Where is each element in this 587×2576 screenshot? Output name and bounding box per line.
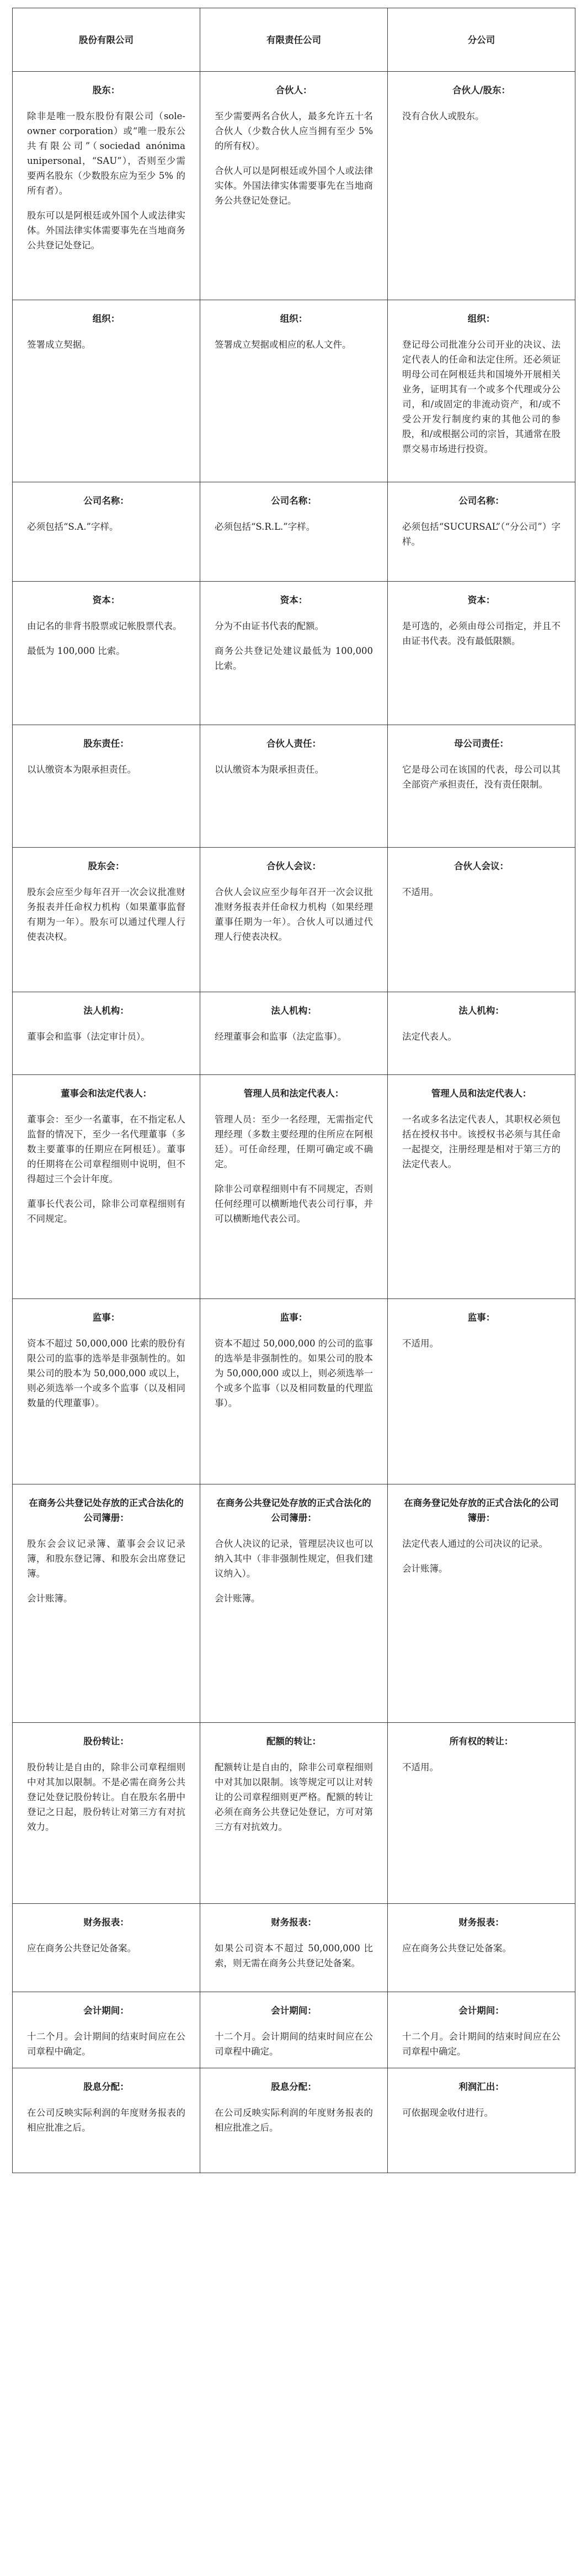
cell-paragraph: 它是母公司在该国的代表，母公司以其全部资产承担责任，没有责任限制。 [402,764,561,790]
table-cell [200,1904,388,1992]
cell-paragraph: 如果公司资本不超过 50,000,000 比索，则无需在商务公共登记处备案。 [215,1943,373,1968]
cell-paragraph: 登记母公司批准分公司开业的决议、法定代表人的任命和法定住所。还必须证明母公司在阿根廷共和国境外开展相关业务，证明其有一个或多个代理或分公司，和/或固定的非流动资产，和/或不受公开发行制度约束的其他公司的参股，和/或根据公司的宗旨，其通常在股票交易市场进行投资。 [402,339,561,454]
table-cell [200,1299,388,1484]
cell-heading: 在商务公共登记处存放的正式合法化的公司簿册： [216,1498,371,1523]
table-cell [200,582,388,725]
cell-paragraph: 以认缴资本为限承担责任。 [215,764,324,775]
cell-heading: 公司名称： [458,496,504,506]
table-cell [200,1992,388,2068]
table-cell [200,725,388,848]
cell-heading: 组织： [467,313,495,324]
table-cell [13,582,200,725]
cell-paragraph: 十二个月。会计期间的结束时间应在公司章程中确定。 [215,2031,373,2057]
cell-paragraph: 法定代表人。 [402,1031,457,1042]
table-cell [388,1723,575,1904]
cell-paragraph: 以认缴资本为限承担责任。 [27,764,136,775]
cell-paragraph: 十二个月。会计期间的结束时间应在公司章程中确定。 [402,2031,561,2057]
table-cell [13,300,200,482]
cell-paragraph: 股东可以是阿根廷或外国个人或法律实体。外国法律实体需要事先在当地商务公共登记处登记。 [27,210,185,251]
cell-paragraph: 应在商务公共登记处备案。 [27,1943,136,1954]
cell-paragraph: 应在商务公共登记处备案。 [402,1943,511,1954]
cell-heading: 法人机构： [458,1005,504,1016]
table-cell [13,1299,200,1484]
table-cell [388,300,575,482]
comparison-body [13,72,575,2173]
table-cell [13,2068,200,2173]
table-cell [13,1723,200,1904]
cell-heading: 股东： [92,85,120,95]
cell-paragraph: 配额转让是自由的，除非公司章程细则中对其加以限制。该等规定可以让对转让的公司章程细则更严格。配额的转让必须在商务公共登记处登记，方可对第三方有对抗效力。 [215,1762,373,1832]
cell-paragraph: 资本不超过 50,000,000 的公司的监事的选举是非强制性的。如果公司的股本为 50,000,000 或以上，则必须选举一个或多个监事（以及相同数量的代理监事）。 [215,1338,373,1408]
cell-heading: 合伙人： [275,85,312,95]
cell-paragraph: 会计账簿。 [27,1593,73,1604]
cell-heading: 资本： [280,595,308,605]
cell-heading: 母公司责任： [454,738,509,749]
table-cell [200,992,388,1075]
table-row [13,725,575,848]
table-cell [200,1075,388,1299]
cell-heading: 在商务公共登记处存放的正式合法化的公司簿册： [29,1498,184,1523]
table-row [13,1075,575,1299]
cell-heading: 监事： [467,1312,495,1323]
cell-paragraph: 不适用。 [402,1338,439,1349]
cell-heading: 组织： [280,313,308,324]
cell-heading: 资本： [92,595,120,605]
table-row [13,1299,575,1484]
header-branch: 分公司 [388,8,575,72]
cell-heading: 法人机构： [83,1005,129,1016]
cell-heading: 董事会和法定代表人： [61,1088,152,1099]
cell-paragraph: 十二个月。会计期间的结束时间应在公司章程中确定。 [27,2031,185,2057]
table-row [13,992,575,1075]
cell-heading: 会计期间： [83,2005,129,2016]
cell-heading: 管理人员和法定代表人： [431,1088,532,1099]
cell-heading: 监事： [92,1312,120,1323]
cell-heading: 财务报表： [83,1917,129,1928]
cell-heading: 利润汇出： [458,2082,504,2092]
cell-paragraph: 合伙人可以是阿根廷或外国个人或法律实体。外国法律实体需要事先在当地商务公共登记处登记。 [215,166,373,206]
cell-heading: 合伙人会议： [454,861,509,871]
cell-paragraph: 签署成立契据或相应的私人文件。 [215,339,351,350]
cell-paragraph: 不适用。 [402,1762,439,1773]
table-cell [200,1484,388,1723]
cell-paragraph: 不适用。 [402,887,439,897]
table-row [13,582,575,725]
table-row [13,1484,575,1723]
table-cell [13,725,200,848]
table-cell [13,1075,200,1299]
cell-heading: 组织： [92,313,120,324]
cell-paragraph: 合伙人决议的记录，管理层决议也可以纳入其中（非非强制性规定，但我们建议纳入）。 [215,1539,373,1579]
cell-heading: 资本： [467,595,495,605]
cell-heading: 合伙人/股东： [452,85,511,95]
cell-heading: 配额的转让： [266,1736,321,1747]
table-row [13,2068,575,2173]
cell-paragraph: 除非公司章程细则中有不同规定，否则任何经理可以横断地代表公司行事，并可以横断地代表公司。 [215,1184,373,1224]
cell-paragraph: 会计账簿。 [402,1563,448,1574]
table-cell [388,2068,575,2173]
cell-paragraph: 法定代表人通过的公司决议的记录。 [402,1539,548,1549]
cell-heading: 财务报表： [458,1917,504,1928]
table-cell [200,482,388,582]
table-cell [200,2068,388,2173]
cell-paragraph: 合伙人会议应至少每年召开一次会议批准财务报表并任命权力机构（如果经理董事任期为一年）。合伙人可以通过代理人行使表决权。 [215,887,373,942]
cell-heading: 监事： [280,1312,308,1323]
cell-paragraph: 董事会和监事（法定审计员）。 [27,1031,150,1042]
table-cell [200,1723,388,1904]
cell-paragraph: 分为不由证书代表的配额。 [215,621,324,631]
comparison-table [12,8,575,2173]
cell-paragraph: 股东会应至少每年召开一次会议批准财务报表并任命权力机构（如果董事监督有期为一年）。股东可以通过代理人行使表决权。 [27,887,185,942]
table-cell [388,482,575,582]
cell-paragraph: 必须包括“S.A.”字样。 [27,521,119,532]
cell-paragraph: 资本不超过 50,000,000 比索的股份有限公司的监事的选举是非强制性的。如果公司的股本为 50,000,000 或以上，则必须选举一个或多个监事（以及相同数量的代理董事）。 [27,1338,185,1408]
cell-paragraph: 在公司反映实际利润的年度财务报表的相应批准之后。 [27,2107,185,2133]
table-cell [388,1075,575,1299]
table-cell [13,72,200,300]
cell-heading: 会计期间： [458,2005,504,2016]
cell-paragraph: 董事长代表公司，除非公司章程细则有不同规定。 [27,1199,185,1224]
table-cell [388,992,575,1075]
cell-paragraph: 在公司反映实际利润的年度财务报表的相应批准之后。 [215,2107,373,2133]
cell-paragraph: 管理人员：至少一名经理，无需指定代理经理（多数主要经理的住所应在阿根廷）。可任命经理，任期可确定或不确定。 [215,1114,373,1169]
table-cell [388,72,575,300]
cell-heading: 股份转让： [83,1736,129,1747]
cell-heading: 管理人员和法定代表人： [243,1088,344,1099]
cell-paragraph: 经理董事会和监事（法定监事）。 [215,1031,347,1042]
table-cell [13,992,200,1075]
table-cell [388,848,575,992]
table-cell [200,300,388,482]
cell-paragraph: 除非是唯一股东股份有限公司（sole-owner corporation）或“唯一股东公共有限公司”（sociedad anónima unipersonal，“SAU”），否则至少需要两名股东（少数股东应为至少 5% 的所有者）。 [27,111,185,196]
cell-paragraph: 一名或多名法定代表人，其职权必须包括在授权书中。该授权书必须与其任命一起提交，注册经理是相对于第三方的法定代表人。 [402,1114,561,1169]
table-cell [388,1904,575,1992]
cell-heading: 公司名称： [271,496,317,506]
cell-paragraph: 签署成立契据。 [27,339,91,350]
header-limited-liability: 有限责任公司 [200,8,388,72]
cell-paragraph: 股东会会议记录簿、董事会会议记录簿，和股东登记簿、和股东会出席登记簿。 [27,1539,185,1579]
table-cell [200,72,388,300]
cell-heading: 所有权的转让： [449,1736,514,1747]
cell-paragraph: 股份转让是自由的，除非公司章程细则中对其加以限制。不是必需在商务公共登记处登记股份转让。自在股东名册中登记之日起，股份转让对第三方有对抗效力。 [27,1762,185,1832]
cell-paragraph: 没有合伙人或股东。 [402,111,484,121]
cell-heading: 股息分配： [83,2082,129,2092]
cell-heading: 在商务登记处存放的正式合法化的公司簿册： [404,1498,559,1523]
cell-heading: 股东责任： [83,738,129,749]
cell-heading: 法人机构： [271,1005,317,1016]
table-cell [388,1299,575,1484]
cell-heading: 会计期间： [271,2005,317,2016]
table-cell [388,582,575,725]
cell-paragraph: 最低为 100,000 比索。 [27,646,125,656]
cell-paragraph: 会计账簿。 [215,1593,260,1604]
cell-heading: 合伙人责任： [266,738,321,749]
table-row [13,482,575,582]
table-cell [13,1484,200,1723]
cell-paragraph: 必须包括“S.R.L.”字样。 [215,521,316,532]
cell-paragraph: 由记名的非背书股票或记帐股票代表。 [27,621,182,631]
table-row [13,1904,575,1992]
cell-heading: 股东会： [88,861,125,871]
table-cell [388,1484,575,1723]
table-row [13,848,575,992]
cell-paragraph: 至少需要两名合伙人，最多允许五十名合伙人（少数合伙人应当拥有至少 5% 的所有权）。 [215,111,373,151]
table-cell [13,1992,200,2068]
cell-heading: 财务报表： [271,1917,317,1928]
header-row [13,8,575,72]
table-cell [13,1904,200,1992]
table-row [13,1992,575,2068]
cell-paragraph: 是可选的，必须由母公司指定，并且不由证书代表。没有最低限额。 [402,621,561,646]
table-cell [13,482,200,582]
table-row [13,72,575,300]
table-cell [200,848,388,992]
cell-paragraph: 可依据现金收付进行。 [402,2107,493,2118]
cell-paragraph: 必须包括“SUCURSAL”（“分公司”）字样。 [402,521,561,547]
cell-paragraph: 商务公共登记处建议最低为 100,000 比索。 [215,646,373,671]
header-joint-stock: 股份有限公司 [13,8,200,72]
table-cell [388,725,575,848]
cell-paragraph: 董事会：至少一名董事，在不指定私人监督的情况下，至少一名代理董事（多数主要董事的任期应在阿根廷）。董事的任期将在公司章程细则中说明，但不得超过三个会计年度。 [27,1114,185,1184]
table-cell [388,1992,575,2068]
cell-heading: 股息分配： [271,2082,317,2092]
cell-heading: 合伙人会议： [266,861,321,871]
table-row [13,300,575,482]
table-row [13,1723,575,1904]
cell-heading: 公司名称： [83,496,129,506]
table-cell [13,848,200,992]
